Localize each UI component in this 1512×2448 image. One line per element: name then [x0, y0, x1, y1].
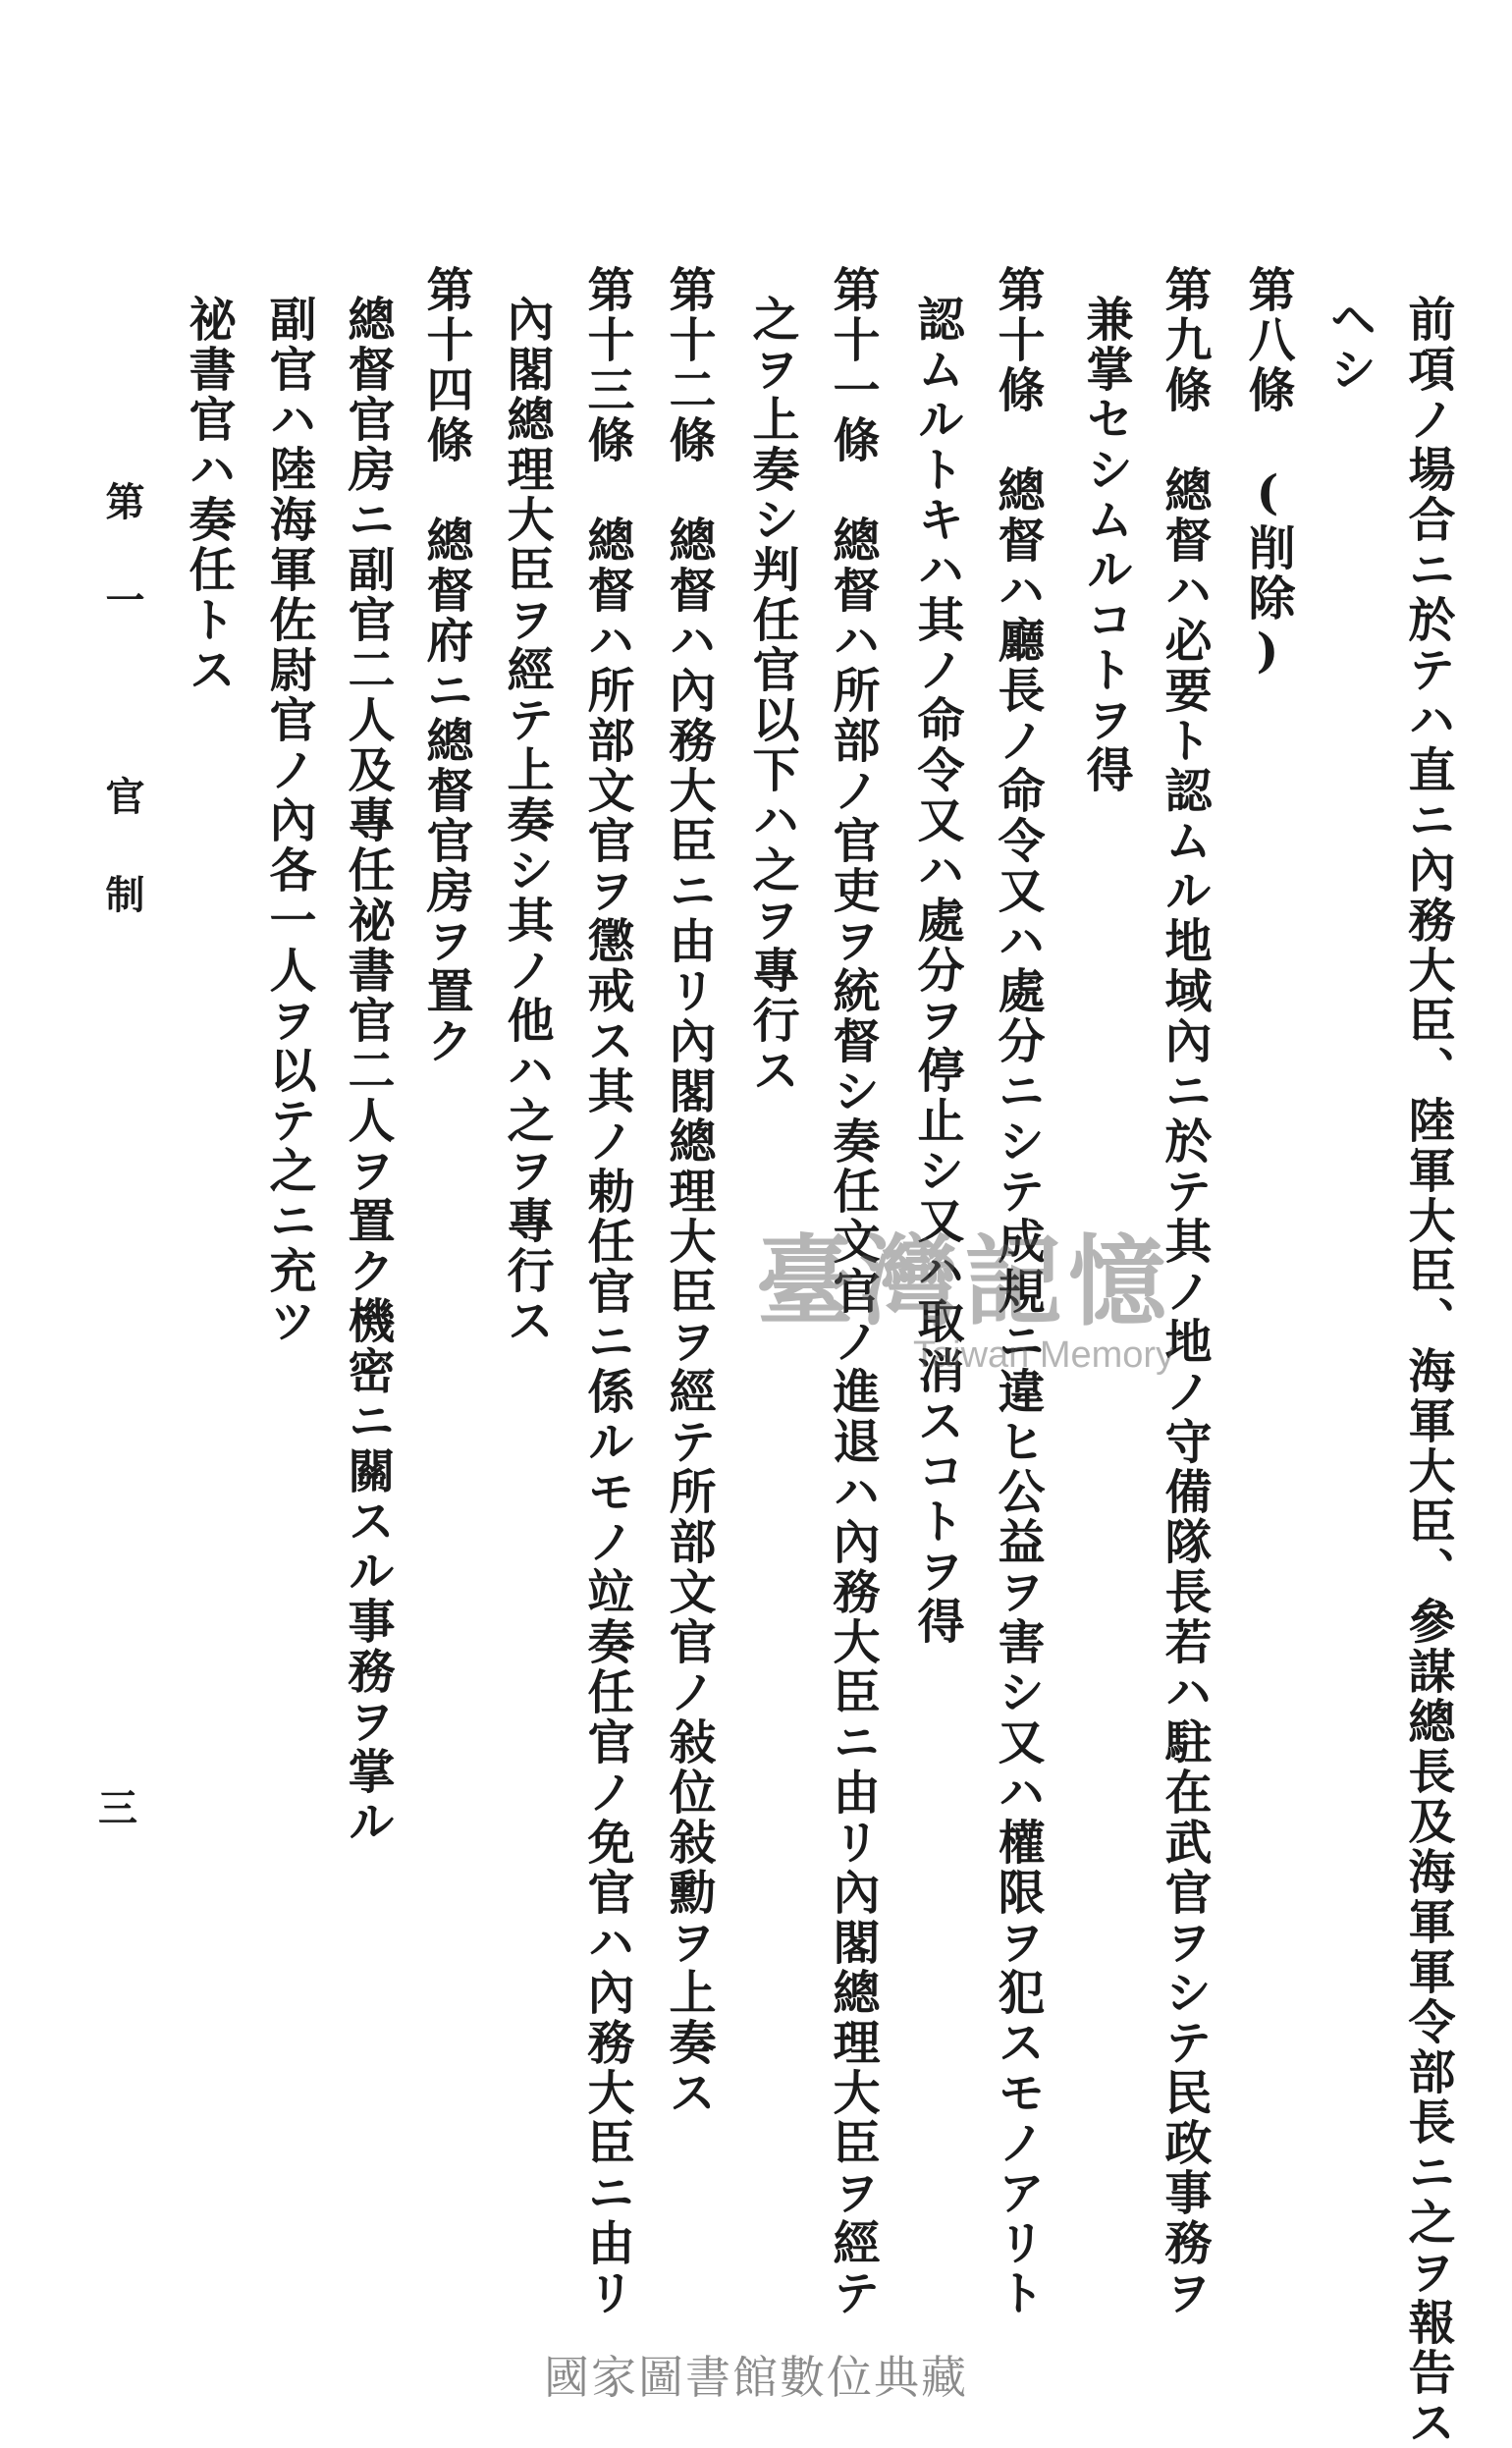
- page-number: 三: [98, 1785, 137, 1831]
- watermark-english: Taiwan Memory: [913, 1334, 1175, 1376]
- text-column-9: 之ヲ上奏シ判任官以下ハ之ヲ專行ス: [744, 295, 799, 1096]
- footer-credit: 國家圖書館數位典藏: [544, 2351, 968, 2404]
- text-column-3: 第八條 (削除): [1240, 265, 1295, 681]
- text-column-2: ヘシ: [1322, 295, 1377, 395]
- running-head: 第一 官制: [99, 481, 145, 972]
- text-column-12: 內閣總理大臣ヲ經テ上奏シ其ノ他ハ之ヲ專行ス: [499, 295, 554, 1346]
- text-column-10: 第十二條 總督ハ內務大臣ニ由リ內閣總理大臣ヲ經テ所部文官ノ敍位敍勳ヲ上奏ス: [661, 265, 716, 2118]
- text-column-5: 兼掌セシムルコトヲ得: [1078, 295, 1133, 795]
- text-column-15: 副官ハ陸海軍佐尉官ノ內各一人ヲ以テ之ニ充ツ: [261, 295, 316, 1346]
- text-column-7: 認ムルトキハ其ノ命令又ハ處分ヲ停止シ又ハ取消スコトヲ得: [909, 295, 964, 1647]
- text-column-16: 祕書官ハ奏任トス: [181, 295, 236, 695]
- text-column-4: 第九條 總督ハ必要ト認ムル地域內ニ於テ其ノ地ノ守備隊長若ハ駐在武官ヲシテ民政事務ヲ: [1157, 265, 1212, 2318]
- watermark-chinese: 臺灣記憶: [756, 1224, 1172, 1339]
- text-column-14: 總督官房ニ副官二人及專任祕書官二人ヲ置ク機密ニ關スル事務ヲ掌ル: [340, 295, 395, 1847]
- text-column-6: 第十條 總督ハ廳長ノ命令又ハ處分ニシテ成規ニ違ヒ公益ヲ害シ又ハ權限ヲ犯スモノアリト: [990, 265, 1045, 2318]
- text-column-11: 第十三條 總督ハ所部文官ヲ懲戒ス其ノ勅任官ニ係ルモノ竝奏任官ノ免官ハ內務大臣ニ由リ: [579, 265, 634, 2318]
- text-column-1: 前項ノ場合ニ於テハ直ニ內務大臣、陸軍大臣、海軍大臣、參謀總長及海軍軍令部長ニ之ヲ報告ス: [1400, 295, 1455, 2448]
- text-column-8: 第十一條 總督ハ所部ノ官吏ヲ統督シ奏任文官ノ進退ハ內務大臣ニ由リ內閣總理大臣ヲ經テ: [825, 265, 880, 2318]
- text-column-13: 第十四條 總督府ニ總督官房ヲ置ク: [418, 265, 473, 1066]
